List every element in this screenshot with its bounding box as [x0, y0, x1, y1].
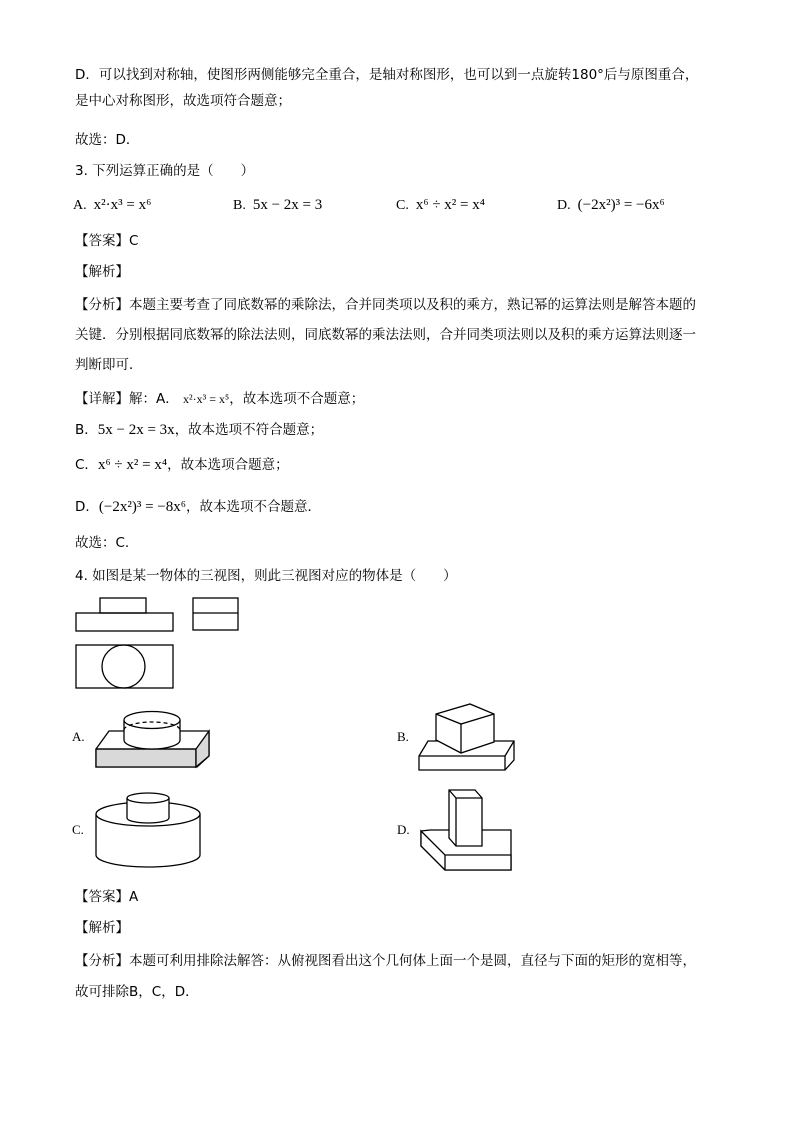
q3-choice: 故选：C.: [75, 535, 130, 551]
detail-expr: x²·x³ = x⁵: [183, 392, 230, 406]
q4-analysis-tag: 【解析】: [75, 920, 129, 936]
q2-explanation-line1: D．可以找到对称轴，使图形两侧能够完全重合，是轴对称图形，也可以到一点旋转180°后与原图重合，: [75, 67, 699, 83]
detail-prefix: B．: [75, 422, 98, 438]
answer-tag: 【答案】: [75, 889, 129, 905]
fenxi-tag: 【分析】: [75, 953, 129, 969]
fenxi-tag: 【分析】: [75, 297, 129, 313]
detail-prefix: D．: [75, 499, 99, 515]
fenxi-text: 本题可利用排除法解答：从俯视图看出这个几何体上面一个是圆，直径与下面的矩形的宽相等，: [129, 953, 696, 969]
detail-expr: (−2x²)³ = −8x⁶: [98, 499, 186, 515]
option-expr: 5x − 2x = 3: [252, 197, 323, 213]
q2-explanation-line2: 是中心对称图形，故选项符合题意；: [75, 93, 291, 109]
answer-value: A: [129, 889, 139, 905]
detail-prefix: 解：A．: [129, 391, 179, 407]
option-label: B.: [233, 198, 246, 213]
option-b-figure: [419, 704, 514, 770]
answer-value: C: [129, 233, 139, 249]
answer-tag: 【答案】: [75, 233, 129, 249]
side-view: [193, 598, 238, 630]
q4-option-c-label: C.: [72, 822, 84, 837]
q4-option-d-label: D.: [397, 822, 410, 837]
fenxi-text: 本题主要考查了同底数幂的乘除法，合并同类项以及积的乘方，熟记幂的运算法则是解答本题的: [129, 297, 696, 313]
option-expr: x⁶ ÷ x² = x⁴: [415, 197, 485, 213]
detail-expr: 5x − 2x = 3x: [97, 422, 175, 438]
q4-stem: 4. 如图是某一物体的三视图，则此三视图对应的物体是（ ）: [75, 568, 457, 584]
q3-fenxi-line2: 关键．分别根据同底数幂的除法法则，同底数幂的乘法法则，合并同类项法则以及积的乘方运算法则逐一: [75, 327, 696, 343]
option-label: D.: [557, 198, 571, 213]
top-view: [76, 645, 173, 688]
option-label: C.: [396, 198, 409, 213]
front-view: [76, 598, 173, 631]
detail-expr: x⁶ ÷ x² = x⁴: [97, 457, 168, 473]
q3-analysis-tag: 【解析】: [75, 264, 129, 280]
q3-fenxi-line3: 判断即可．: [75, 357, 143, 373]
detail-text: ，故本选项不符合题意；: [174, 422, 324, 438]
q4-answer: [75, 888, 138, 906]
option-expr: (−2x²)³ = −6x⁶: [577, 197, 665, 213]
option-label: A.: [73, 198, 87, 213]
detail-prefix: C．: [75, 457, 98, 473]
option-d-figure: [421, 790, 511, 870]
detail-text: ，故本选项不合题意．: [186, 499, 321, 515]
q4-fenxi-line1: [75, 952, 696, 970]
option-expr: x²·x³ = x⁶: [93, 197, 152, 213]
xiangjie-tag: 【详解】: [75, 391, 129, 407]
detail-text: ，故本选项不合题意；: [229, 391, 365, 407]
q2-choice: 故选：D．: [75, 132, 140, 148]
option-a-figure: [96, 712, 209, 768]
q4-option-a-label: A.: [72, 729, 85, 744]
q4-option-b-label: B.: [397, 729, 409, 744]
option-c-figure: [96, 793, 200, 867]
q3-stem: 3. 下列运算正确的是（ ）: [75, 163, 255, 179]
q4-fenxi-line2: 故可排除B，C，D．: [75, 984, 199, 1000]
detail-text: ，故本选项合题意；: [167, 457, 289, 473]
